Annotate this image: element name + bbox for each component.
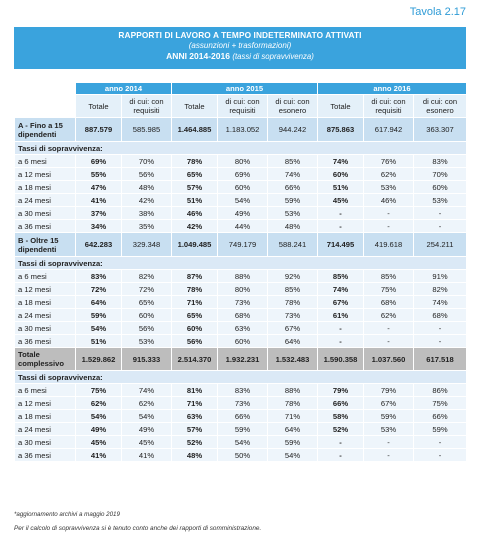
cell-value: 73% — [218, 397, 268, 410]
cell-value: 41% — [76, 449, 122, 462]
section-row — [15, 371, 467, 384]
cell-value: 53% — [268, 207, 318, 220]
cell-value: 46% — [364, 194, 414, 207]
section-row — [15, 257, 467, 270]
row-label: a 30 mesi — [15, 207, 76, 220]
cell-value: 52% — [318, 423, 364, 436]
table-row — [15, 423, 467, 436]
table-row — [15, 384, 467, 397]
cell-value: - — [318, 436, 364, 449]
cell-value: 78% — [268, 397, 318, 410]
cell-value: 53% — [364, 423, 414, 436]
cell-value: 54% — [268, 449, 318, 462]
cell-value: 68% — [364, 296, 414, 309]
row-label: a 6 mesi — [15, 270, 76, 283]
table-row — [15, 449, 467, 462]
cell-value: 85% — [268, 283, 318, 296]
column-header: di cui: con requisiti — [364, 95, 414, 118]
cell-value: 78% — [268, 296, 318, 309]
cell-value: 61% — [318, 309, 364, 322]
cell-value: 48% — [122, 181, 172, 194]
cell-value: 71% — [268, 410, 318, 423]
group-value: 1.464.885 — [172, 118, 218, 142]
row-label: a 24 mesi — [15, 309, 76, 322]
cell-value: 60% — [172, 322, 218, 335]
table-subtitle: (assunzioni + trasformazioni) — [188, 41, 292, 50]
cell-value: 60% — [218, 181, 268, 194]
table-row — [15, 296, 467, 309]
footnote-update: *aggiornamento archivi a maggio 2019 — [14, 511, 120, 518]
cell-value: 82% — [122, 270, 172, 283]
group-label: B - Oltre 15 dipendenti — [15, 233, 76, 257]
cell-value: 65% — [172, 309, 218, 322]
cell-value: 85% — [318, 270, 364, 283]
cell-value: 49% — [76, 423, 122, 436]
cell-value: 87% — [172, 270, 218, 283]
cell-value: 68% — [414, 309, 467, 322]
cell-value: 41% — [122, 449, 172, 462]
cell-value: 71% — [172, 397, 218, 410]
cell-value: - — [318, 322, 364, 335]
cell-value: 73% — [218, 296, 268, 309]
cell-value: 69% — [218, 168, 268, 181]
cell-value: 66% — [268, 181, 318, 194]
period-note: (tassi di sopravvivenza) — [232, 52, 314, 61]
row-label: a 36 mesi — [15, 220, 76, 233]
cell-value: - — [414, 207, 467, 220]
cell-value: 67% — [364, 397, 414, 410]
cell-value: - — [364, 436, 414, 449]
cell-value: 44% — [218, 220, 268, 233]
column-header: Totale — [76, 95, 122, 118]
cell-value: 76% — [364, 155, 414, 168]
cell-value: - — [364, 220, 414, 233]
group-value: 617.942 — [364, 118, 414, 142]
cell-value: - — [318, 449, 364, 462]
table-row — [15, 436, 467, 449]
cell-value: 49% — [218, 207, 268, 220]
group-value: 887.579 — [76, 118, 122, 142]
cell-value: - — [364, 449, 414, 462]
cell-value: 55% — [76, 168, 122, 181]
cell-value: 42% — [122, 194, 172, 207]
row-label: a 36 mesi — [15, 335, 76, 348]
cell-value: 83% — [76, 270, 122, 283]
column-header: di cui: con requisiti — [122, 95, 172, 118]
cell-value: - — [414, 322, 467, 335]
table-row — [15, 270, 467, 283]
table-row — [15, 397, 467, 410]
group-value: 1.037.560 — [364, 348, 414, 371]
group-value: 363.307 — [414, 118, 467, 142]
section-row — [15, 142, 467, 155]
column-header: di cui: con requisiti — [218, 95, 268, 118]
cell-value: 53% — [364, 181, 414, 194]
row-label: a 24 mesi — [15, 194, 76, 207]
cell-value: 48% — [268, 220, 318, 233]
table-row — [15, 207, 467, 220]
table-row — [15, 220, 467, 233]
cell-value: 59% — [268, 194, 318, 207]
cell-value: 71% — [172, 296, 218, 309]
year-header: anno 2016 — [318, 83, 467, 95]
table-row — [15, 335, 467, 348]
survival-rates-table — [14, 82, 467, 462]
group-value: 1.183.052 — [218, 118, 268, 142]
table-row — [15, 181, 467, 194]
cell-value: 50% — [218, 449, 268, 462]
cell-value: 66% — [414, 410, 467, 423]
cell-value: 64% — [76, 296, 122, 309]
cell-value: 67% — [268, 322, 318, 335]
cell-value: 47% — [76, 181, 122, 194]
cell-value: 92% — [268, 270, 318, 283]
cell-value: 72% — [122, 283, 172, 296]
cell-value: 82% — [414, 283, 467, 296]
cell-value: 37% — [76, 207, 122, 220]
cell-value: 65% — [172, 168, 218, 181]
year-header: anno 2014 — [76, 83, 172, 95]
table-header-banner — [14, 27, 466, 69]
cell-value: 45% — [76, 436, 122, 449]
cell-value: - — [318, 220, 364, 233]
cell-value: 60% — [122, 309, 172, 322]
cell-value: 56% — [172, 335, 218, 348]
cell-value: 91% — [414, 270, 467, 283]
row-label: a 18 mesi — [15, 296, 76, 309]
cell-value: - — [414, 449, 467, 462]
section-label: Tassi di sopravvivenza: — [15, 142, 467, 155]
cell-value: 73% — [268, 309, 318, 322]
cell-value: 56% — [122, 168, 172, 181]
cell-value: 41% — [76, 194, 122, 207]
cell-value: - — [414, 436, 467, 449]
cell-value: 60% — [414, 181, 467, 194]
cell-value: 34% — [76, 220, 122, 233]
group-value: 714.495 — [318, 233, 364, 257]
row-label: a 30 mesi — [15, 322, 76, 335]
cell-value: 88% — [218, 270, 268, 283]
cell-value: - — [318, 207, 364, 220]
group-row — [15, 118, 467, 142]
group-value: 1.590.358 — [318, 348, 364, 371]
cell-value: 59% — [218, 423, 268, 436]
cell-value: 35% — [122, 220, 172, 233]
group-label: Totale complessivo — [15, 348, 76, 371]
group-value: 915.333 — [122, 348, 172, 371]
table-period — [14, 51, 466, 61]
group-value: 1.529.862 — [76, 348, 122, 371]
cell-value: 85% — [364, 270, 414, 283]
cell-value: 63% — [172, 410, 218, 423]
cell-value: 78% — [172, 155, 218, 168]
cell-value: 62% — [76, 397, 122, 410]
cell-value: 70% — [414, 168, 467, 181]
cell-value: 62% — [364, 168, 414, 181]
row-label: a 6 mesi — [15, 384, 76, 397]
cell-value: 78% — [172, 283, 218, 296]
period-label: ANNI 2014-2016 — [166, 51, 230, 61]
cell-value: 69% — [76, 155, 122, 168]
cell-value: 70% — [122, 155, 172, 168]
cell-value: - — [318, 335, 364, 348]
cell-value: 53% — [414, 194, 467, 207]
section-label: Tassi di sopravvivenza: — [15, 257, 467, 270]
column-header: di cui: con esonero — [414, 95, 467, 118]
group-value: 944.242 — [268, 118, 318, 142]
row-label: a 30 mesi — [15, 436, 76, 449]
cell-value: 62% — [364, 309, 414, 322]
column-header: Totale — [318, 95, 364, 118]
cell-value: 85% — [268, 155, 318, 168]
cell-value: 75% — [364, 283, 414, 296]
group-value: 617.518 — [414, 348, 467, 371]
group-value: 329.348 — [122, 233, 172, 257]
group-value: 2.514.370 — [172, 348, 218, 371]
cell-value: 83% — [218, 384, 268, 397]
cell-value: 59% — [268, 436, 318, 449]
cell-value: 45% — [318, 194, 364, 207]
table-row — [15, 194, 467, 207]
cell-value: 80% — [218, 155, 268, 168]
cell-value: 79% — [318, 384, 364, 397]
group-value: 875.863 — [318, 118, 364, 142]
cell-value: 57% — [172, 423, 218, 436]
cell-value: 56% — [122, 322, 172, 335]
cell-value: 54% — [76, 322, 122, 335]
cell-value: 53% — [122, 335, 172, 348]
cell-value: 75% — [76, 384, 122, 397]
cell-value: - — [414, 335, 467, 348]
cell-value: 60% — [318, 168, 364, 181]
cell-value: 81% — [172, 384, 218, 397]
cell-value: 75% — [414, 397, 467, 410]
row-label: a 36 mesi — [15, 449, 76, 462]
cell-value: 60% — [218, 335, 268, 348]
cell-value: 64% — [268, 423, 318, 436]
cell-value: 74% — [122, 384, 172, 397]
cell-value: - — [364, 322, 414, 335]
cell-value: 88% — [268, 384, 318, 397]
column-header-row — [15, 95, 467, 118]
cell-value: 51% — [76, 335, 122, 348]
cell-value: 79% — [364, 384, 414, 397]
table-row — [15, 309, 467, 322]
cell-value: 46% — [172, 207, 218, 220]
cell-value: 59% — [414, 423, 467, 436]
cell-value: 54% — [122, 410, 172, 423]
cell-value: 45% — [122, 436, 172, 449]
cell-value: 59% — [76, 309, 122, 322]
cell-value: 64% — [268, 335, 318, 348]
group-value: 585.985 — [122, 118, 172, 142]
cell-value: 63% — [218, 322, 268, 335]
group-label: A - Fino a 15 dipendenti — [15, 118, 76, 142]
cell-value: 62% — [122, 397, 172, 410]
cell-value: 66% — [318, 397, 364, 410]
cell-value: 74% — [268, 168, 318, 181]
cell-value: 42% — [172, 220, 218, 233]
table-row — [15, 322, 467, 335]
cell-value: 54% — [218, 194, 268, 207]
group-value: 1.932.231 — [218, 348, 268, 371]
group-value: 419.618 — [364, 233, 414, 257]
table-row — [15, 283, 467, 296]
cell-value: 86% — [414, 384, 467, 397]
cell-value: 57% — [172, 181, 218, 194]
cell-value: 54% — [218, 436, 268, 449]
cell-value: 48% — [172, 449, 218, 462]
table-row — [15, 168, 467, 181]
corner-cell — [15, 83, 76, 95]
table-title: RAPPORTI DI LAVORO A TEMPO INDETERMINATO ATTIVATI — [118, 30, 362, 40]
cell-value: 74% — [318, 283, 364, 296]
cell-value: 65% — [122, 296, 172, 309]
cell-value: 52% — [172, 436, 218, 449]
cell-value: - — [414, 220, 467, 233]
cell-value: 80% — [218, 283, 268, 296]
cell-value: 49% — [122, 423, 172, 436]
cell-value: 74% — [414, 296, 467, 309]
cell-value: 54% — [76, 410, 122, 423]
column-header: Totale — [172, 95, 218, 118]
year-header-row — [15, 83, 467, 95]
column-header: di cui: con esonero — [268, 95, 318, 118]
row-label: a 12 mesi — [15, 283, 76, 296]
table-number: Tavola 2.17 — [409, 6, 466, 18]
row-label: a 18 mesi — [15, 410, 76, 423]
cell-value: 72% — [76, 283, 122, 296]
footnote-method: Per il calcolo di sopravvivenza si è tenuto conto anche dei rapporti di somministrazione. — [14, 525, 262, 532]
cell-value: - — [364, 335, 414, 348]
cell-value: 68% — [218, 309, 268, 322]
table-row — [15, 410, 467, 423]
group-value: 642.283 — [76, 233, 122, 257]
cell-value: 74% — [318, 155, 364, 168]
group-value: 588.241 — [268, 233, 318, 257]
cell-value: 67% — [318, 296, 364, 309]
group-row — [15, 233, 467, 257]
cell-value: 83% — [414, 155, 467, 168]
group-value: 749.179 — [218, 233, 268, 257]
row-label: a 6 mesi — [15, 155, 76, 168]
cell-value: 51% — [172, 194, 218, 207]
group-value: 1.049.485 — [172, 233, 218, 257]
table-row — [15, 155, 467, 168]
group-value: 1.532.483 — [268, 348, 318, 371]
cell-value: 66% — [218, 410, 268, 423]
total-row — [15, 348, 467, 371]
row-label: a 18 mesi — [15, 181, 76, 194]
cell-value: 59% — [364, 410, 414, 423]
corner-cell — [15, 95, 76, 118]
cell-value: 38% — [122, 207, 172, 220]
cell-value: 51% — [318, 181, 364, 194]
group-value: 254.211 — [414, 233, 467, 257]
row-label: a 24 mesi — [15, 423, 76, 436]
year-header: anno 2015 — [172, 83, 318, 95]
row-label: a 12 mesi — [15, 168, 76, 181]
cell-value: - — [364, 207, 414, 220]
row-label: a 12 mesi — [15, 397, 76, 410]
cell-value: 58% — [318, 410, 364, 423]
section-label: Tassi di sopravvivenza: — [15, 371, 467, 384]
